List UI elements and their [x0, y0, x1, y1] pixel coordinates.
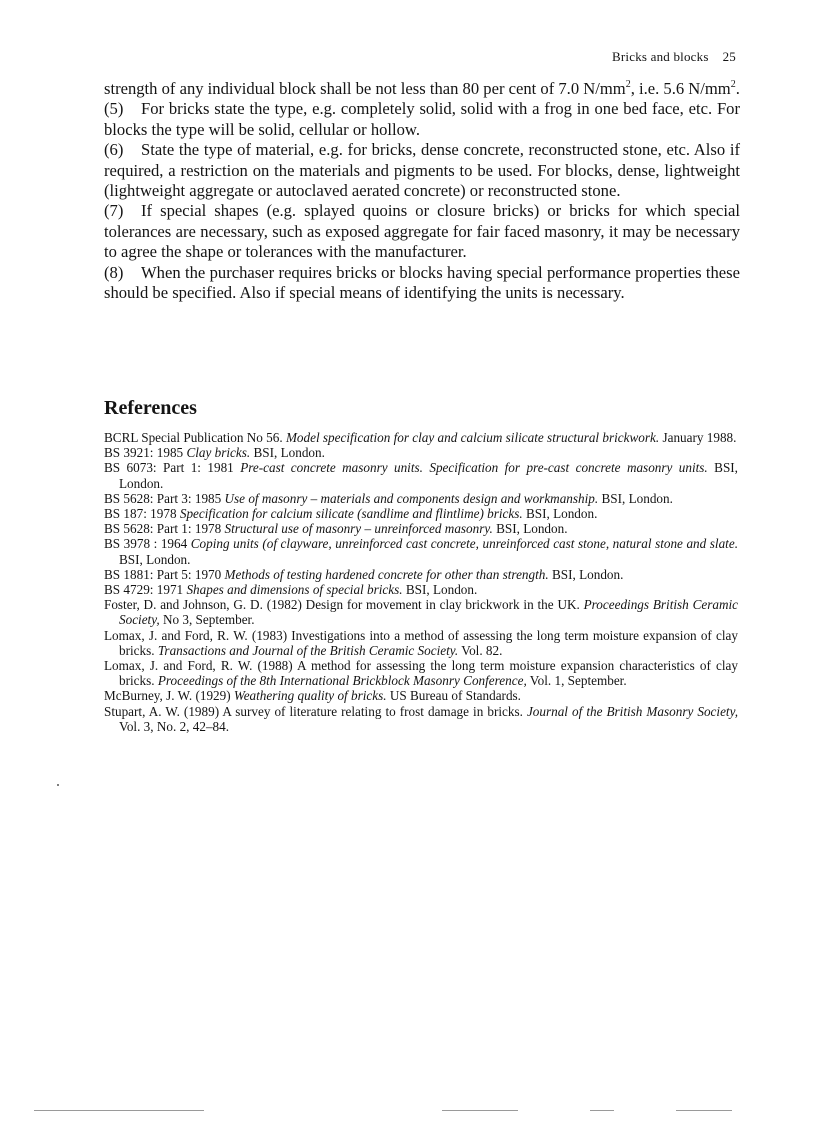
reference-title: Model specification for clay and calcium silicate structural brickwork. — [285, 430, 660, 445]
reference-title: Shapes and dimensions of special bricks. — [186, 582, 403, 598]
reference-item — [104, 491, 738, 506]
running-head — [612, 49, 736, 65]
reference-title: Pre-cast concrete masonry units. Specification for pre-cast concrete masonry units. — [240, 460, 708, 476]
reference-title: Proceedings British Ceramic Society, — [119, 597, 739, 628]
reference-title: Journal of the British Masonry Society, — [526, 703, 739, 719]
scan-artifact-line — [676, 1110, 732, 1111]
reference-source: Vol. 82. — [458, 642, 503, 658]
reference-author: Lomax, J. and Ford, R. W. (1988) A method for assessing the long term moisture expansion characteristics of clay bricks. — [104, 658, 738, 689]
scan-speck — [57, 784, 59, 786]
reference-author: McBurney, J. W. (1929) — [104, 688, 234, 704]
reference-item — [104, 521, 738, 536]
reference-item — [104, 536, 738, 566]
reference-item — [104, 688, 738, 703]
paragraph-item-7 — [104, 201, 740, 262]
scan-artifact-line — [442, 1110, 518, 1111]
reference-title: Transactions and Journal of the British Ceramic Society. — [157, 642, 459, 658]
reference-title: Coping units (of clayware, unreinforced cast concrete, unreinforced cast stone, natural stone and slate. — [190, 536, 738, 552]
item-number: (5) — [104, 99, 124, 119]
reference-source: BSI, London. — [522, 506, 598, 522]
superscript: 2 — [730, 79, 736, 90]
reference-author: BS 5628: Part 3: 1985 — [104, 490, 225, 506]
paragraph-item-5 — [104, 99, 740, 140]
item-number: (7) — [104, 201, 124, 221]
paragraph-text: When the purchaser requires bricks or blocks having special performance properties these should be specified. Also if special means of identifying the units is necessary. — [104, 262, 740, 303]
reference-source: BSI, London. — [402, 582, 478, 598]
superscript: 2 — [625, 79, 631, 90]
reference-item — [104, 628, 738, 658]
paragraph-item-8 — [104, 263, 740, 304]
paragraph-item-6 — [104, 140, 740, 201]
paragraph-text: , i.e. 5.6 N/mm — [630, 79, 731, 98]
scan-artifact-line — [590, 1110, 614, 1111]
reference-author: Stupart, A. W. (1989) A survey of literature relating to frost damage in bricks. — [104, 703, 527, 719]
reference-title: Specification for calcium silicate (sandlime and flintlime) bricks. — [179, 506, 523, 522]
references-list — [104, 430, 738, 734]
reference-author: BS 3921: 1985 — [104, 445, 187, 461]
reference-source: No 3, September. — [159, 612, 255, 628]
reference-source: Vol. 3, No. 2, 42–84. — [119, 718, 230, 734]
reference-source: BSI, London. — [250, 445, 325, 461]
item-number: (8) — [104, 262, 124, 282]
paragraph-text: strength of any individual block shall be not less than 80 per cent of 7.0 N/mm — [104, 79, 626, 98]
reference-source: Vol. 1, September. — [526, 673, 627, 689]
reference-source: BSI, London. — [119, 460, 738, 491]
reference-item — [104, 430, 738, 445]
reference-item — [104, 597, 738, 627]
reference-source: US Bureau of Standards. — [386, 688, 521, 704]
reference-author: BS 4729: 1971 — [104, 582, 187, 598]
references-heading: References — [104, 397, 197, 419]
reference-title: Clay bricks. — [186, 445, 251, 461]
reference-source: BSI, London. — [119, 551, 191, 567]
reference-item — [104, 704, 738, 734]
reference-author: Lomax, J. and Ford, R. W. (1983) Investigations into a method of assessing the long term moisture expansion of clay bricks. — [104, 627, 738, 658]
item-number: (6) — [104, 140, 124, 160]
reference-source: BSI, London. — [492, 521, 568, 537]
reference-title: Methods of testing hardened concrete for other than strength. — [224, 566, 549, 582]
reference-source: BSI, London. — [548, 566, 624, 582]
reference-author: BCRL Special Publication No 56. — [104, 430, 286, 445]
reference-source: January 1988. — [659, 430, 737, 445]
reference-author: Foster, D. and Johnson, G. D. (1982) Design for movement in clay brickwork in the UK. — [104, 597, 584, 613]
reference-author: BS 5628: Part 1: 1978 — [104, 521, 225, 537]
reference-title: Proceedings of the 8th International Brickblock Masonry Conference, — [157, 673, 527, 689]
reference-title: Weathering quality of bricks. — [233, 688, 387, 704]
reference-title: Structural use of masonry – unreinforced masonry. — [224, 521, 493, 537]
reference-item — [104, 658, 738, 688]
reference-author: BS 1881: Part 5: 1970 — [104, 566, 225, 582]
paragraph-text: State the type of material, e.g. for bricks, dense concrete, reconstructed stone, etc. Also if required, a restriction on the materials and pigments to be used. For blocks, dense, lightweight (lightweight aggregate or autoclaved aerated concrete) or reconstructed stone. — [104, 140, 740, 201]
reference-title: Use of masonry – materials and components design and workmanship. — [224, 490, 599, 506]
reference-item — [104, 506, 738, 521]
paragraph-text: . — [735, 79, 740, 98]
running-title: Bricks and blocks — [612, 49, 709, 64]
body-text — [104, 79, 740, 303]
reference-item — [104, 582, 738, 597]
reference-item — [104, 567, 738, 582]
paragraph-text: If special shapes (e.g. splayed quoins or closure bricks) or bricks for which special tolerances are necessary, such as exposed aggregate for fair faced masonry, it may be necessary to agree the shape or tolerances with the manufacturer. — [104, 201, 740, 262]
paragraph-text: For bricks state the type, e.g. completely solid, solid with a frog in one bed face, etc. For blocks the type will be solid, cellular or hollow. — [104, 99, 740, 139]
scan-artifact-line — [34, 1110, 204, 1111]
page-number: 25 — [722, 49, 736, 64]
reference-item — [104, 445, 738, 460]
reference-source: BSI, London. — [598, 490, 673, 506]
reference-author: BS 3978 : 1964 — [104, 536, 191, 552]
paragraph-continuation — [104, 79, 740, 99]
reference-author: BS 187: 1978 — [104, 506, 180, 522]
reference-author: BS 6073: Part 1: 1981 — [104, 460, 241, 476]
reference-item — [104, 460, 738, 490]
